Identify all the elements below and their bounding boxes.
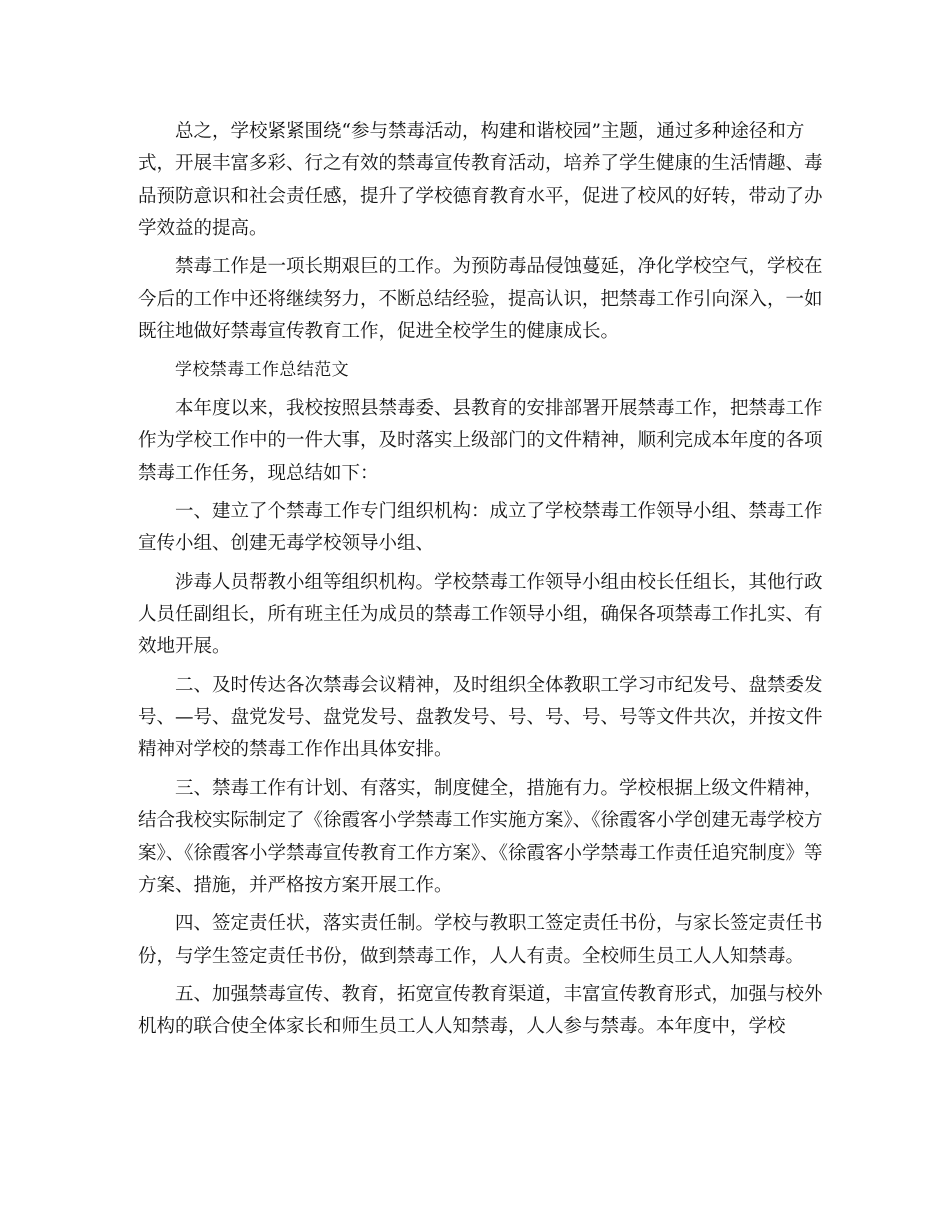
paragraph-item-3: 三、禁毒工作有计划、有落实，制度健全，措施有力。学校根据上级文件精神，结合我校实际制定了《徐霞客小学禁毒工作实施方案》、《徐霞客小学创建无毒学校方案》、《徐霞客小学禁毒宣传教育工作方案》、《徐霞客小学禁毒工作责任追究制度》等方案、措施，并严格按方案开展工作。	[138, 777, 823, 896]
paragraph-intro: 本年度以来，我校按照县禁毒委、县教育的安排部署开展禁毒工作，把禁毒工作作为学校工作中的一件大事，及时落实上级部门的文件精神，顺利完成本年度的各项禁毒工作任务，现总结如下：	[138, 397, 823, 484]
paragraph-item-5: 五、加强禁毒宣传、教育，拓宽宣传教育渠道，丰富宣传教育形式，加强与校外机构的联合使全体家长和师生员工人人知禁毒，人人参与禁毒。本年度中，学校	[138, 984, 823, 1038]
paragraph-item-1: 一、建立了个禁毒工作专门组织机构：成立了学校禁毒工作领导小组、禁毒工作宣传小组、创建无毒学校领导小组、	[138, 501, 823, 555]
paragraph-future-work: 禁毒工作是一项长期艰巨的工作。为预防毒品侵蚀蔓延，净化学校空气，学校在今后的工作中还将继续努力，不断总结经验，提高认识，把禁毒工作引向深入，一如既往地做好禁毒宣传教育工作，促进全校学生的健康成长。	[138, 256, 823, 342]
document-body	[138, 116, 828, 1050]
paragraph-item-4: 四、签定责任状，落实责任制。学校与教职工签定责任书份，与家长签定责任书份，与学生签定责任书份，做到禁毒工作，人人有责。全校师生员工人人知禁毒。	[138, 913, 823, 967]
paragraph-item-1-continued: 涉毒人员帮教小组等组织机构。学校禁毒工作领导小组由校长任组长，其他行政人员任副组长，所有班主任为成员的禁毒工作领导小组，确保各项禁毒工作扎实、有效地开展。	[138, 571, 823, 658]
section-title: 学校禁毒工作总结范文	[175, 360, 349, 381]
paragraph-item-2: 二、及时传达各次禁毒会议精神，及时组织全体教职工学习市纪发号、盘禁委发号、—号、盘党发号、盘党发号、盘教发号、号、号、号、号等文件共次，并按文件精神对学校的禁毒工作作出具体安排。	[138, 674, 823, 761]
paragraph-summary: 总之，学校紧紧围绕“参与禁毒活动，构建和谐校园”主题，通过多种途径和方式，开展丰富多彩、行之有效的禁毒宣传教育活动，培养了学生健康的生活情趣、毒品预防意识和社会责任感，提升了学校德育教育水平，促进了校风的好转，带动了办学效益的提高。	[138, 121, 823, 239]
